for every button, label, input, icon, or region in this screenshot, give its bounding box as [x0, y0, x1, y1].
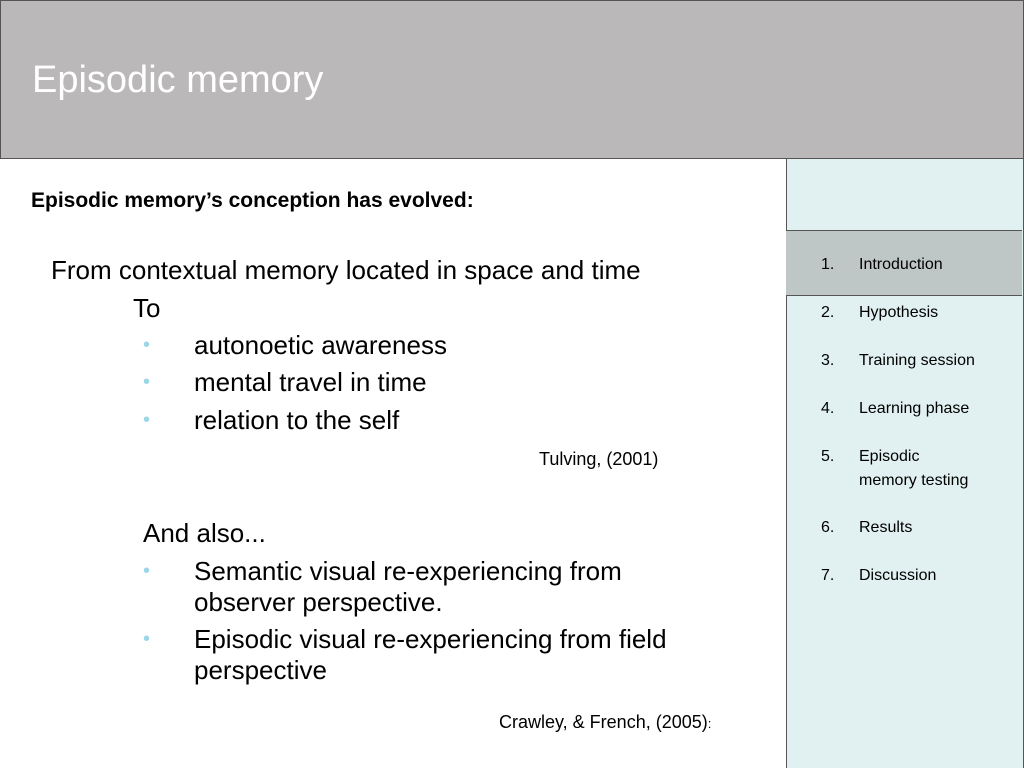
bullet-item-continuation: perspective: [194, 655, 327, 685]
citation-text: Crawley, & French, (2005): [499, 712, 708, 732]
bullet-icon: •: [143, 409, 151, 431]
bullet-item: Episodic visual re-experiencing from field: [194, 624, 667, 654]
sidebar-item-label: Hypothesis: [859, 304, 939, 321]
sidebar-item-discussion[interactable]: [821, 564, 1011, 588]
sidebar-item-number: 5.: [821, 448, 835, 465]
bullet-item: mental travel in time: [194, 367, 427, 397]
sidebar-item-episodic-memory-testing[interactable]: [821, 445, 981, 493]
sidebar-item-hypothesis[interactable]: [821, 301, 1011, 325]
slide-subtitle: Episodic memory’s conception has evolved:: [31, 189, 474, 212]
intro-line: From contextual memory located in space and time: [51, 255, 641, 285]
sidebar-item-label: Discussion: [859, 567, 937, 584]
sidebar-item-label: Introduction: [859, 256, 943, 273]
sidebar-item-label: Results: [859, 519, 913, 536]
sidebar-item-number: 6.: [821, 519, 835, 536]
bullet-item: Semantic visual re-experiencing from: [194, 556, 622, 586]
sidebar-item-number: 1.: [821, 256, 835, 273]
bullet-item: relation to the self: [194, 405, 400, 435]
citation-crawley-french: [499, 710, 711, 736]
sidebar-item-label: Episodic memory testing: [859, 448, 969, 489]
sidebar-item-number: 4.: [821, 400, 835, 417]
slide-title: Episodic memory: [32, 59, 324, 101]
sidebar-item-label: Training session: [859, 352, 975, 369]
citation-suffix: :: [707, 716, 712, 731]
sidebar-item-number: 2.: [821, 304, 835, 321]
sidebar-item-training-session[interactable]: [821, 349, 1011, 373]
also-line: And also...: [143, 518, 266, 548]
title-bar: [0, 0, 1024, 159]
bullet-item-continuation: observer perspective.: [194, 587, 443, 617]
to-line: To: [133, 293, 161, 323]
bullet-item: autonoetic awareness: [194, 330, 447, 360]
sidebar-item-results[interactable]: [821, 516, 1011, 540]
sidebar-item-number: 7.: [821, 567, 835, 584]
sidebar-item-label: Learning phase: [859, 400, 970, 417]
bullet-icon: •: [143, 560, 151, 582]
sidebar-item-introduction[interactable]: [821, 253, 1011, 277]
bullet-icon: •: [143, 628, 151, 650]
sidebar-item-learning-phase[interactable]: [821, 397, 1011, 421]
bullet-icon: •: [143, 334, 151, 356]
sidebar-item-number: 3.: [821, 352, 835, 369]
bullet-icon: •: [143, 371, 151, 393]
citation-tulving: Tulving, (2001): [539, 449, 659, 469]
